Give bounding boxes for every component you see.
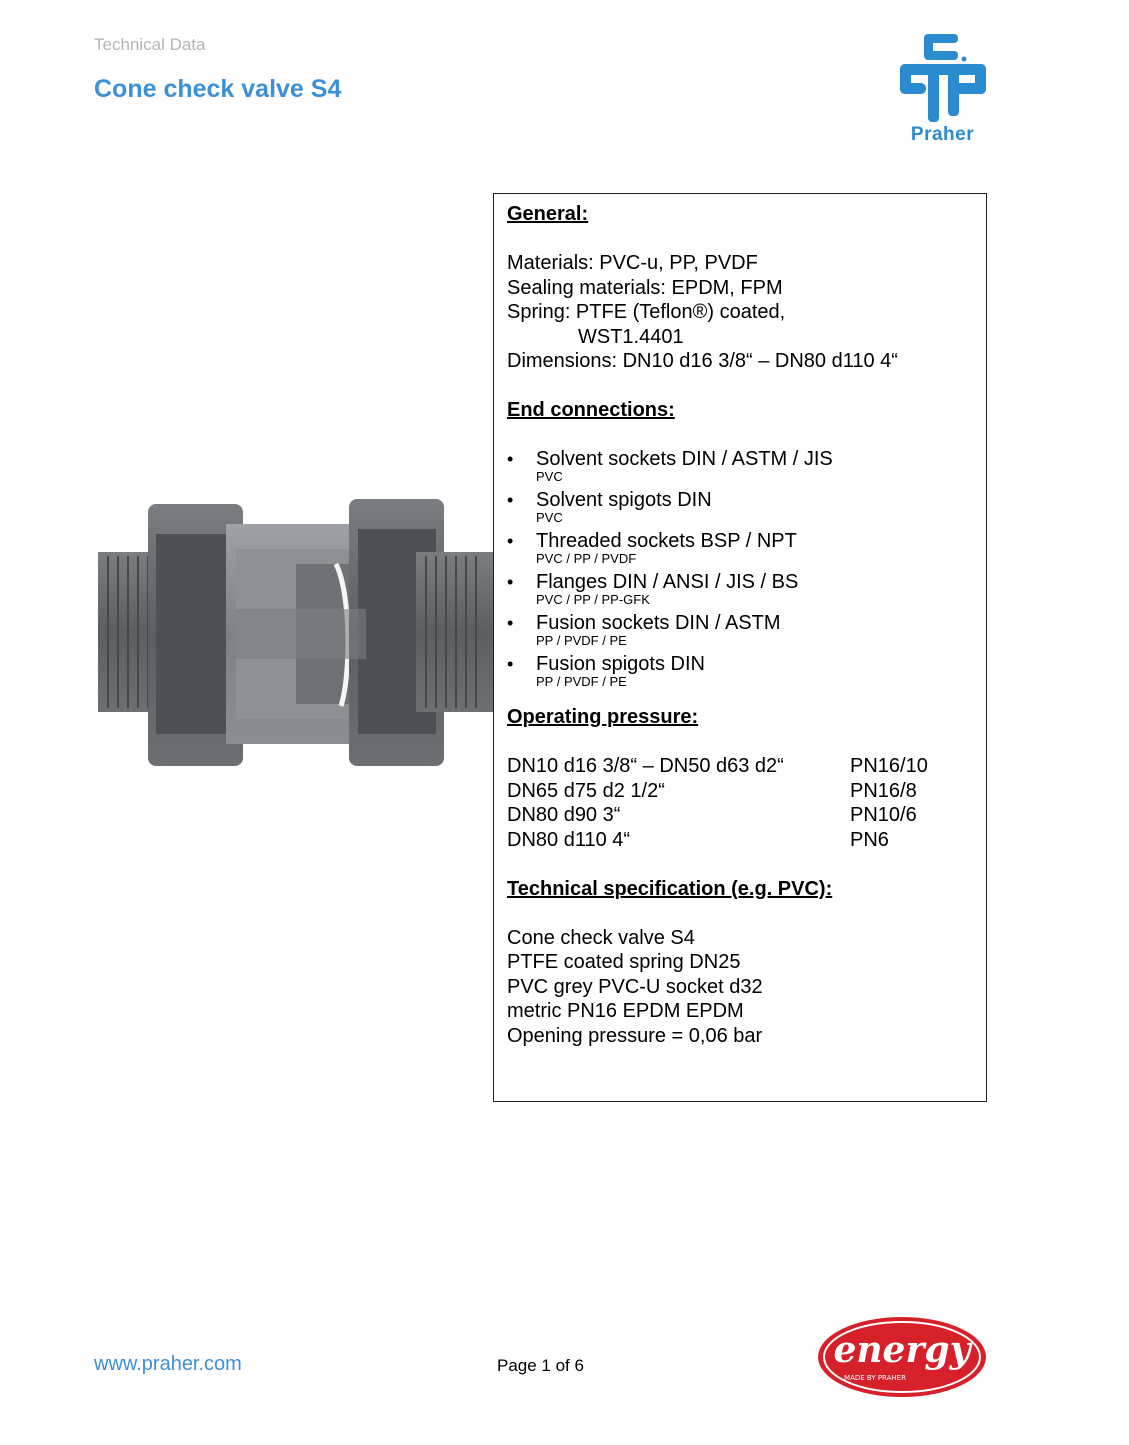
connection-label: Fusion spigots DIN: [536, 653, 705, 675]
pressure-row: [507, 828, 976, 853]
general-spring: Spring: PTFE (Teflon®) coated,: [507, 301, 786, 323]
page-title: Cone check valve S4: [94, 75, 342, 103]
list-item: • Solvent spigots DIN PVC: [507, 488, 976, 525]
website-link[interactable]: www.praher.com: [94, 1353, 242, 1375]
connection-materials: PVC / PP / PVDF: [536, 551, 637, 566]
page-number: Page 1 of 6: [497, 1356, 584, 1375]
connection-materials: PP / PVDF / PE: [536, 633, 627, 648]
general-spring-cont: WST1.4401: [578, 325, 684, 348]
pressure-rating: PN16/10: [850, 755, 928, 777]
connection-label: Flanges DIN / ANSI / JIS / BS: [536, 571, 799, 593]
connection-materials: PVC / PP / PP-GFK: [536, 592, 650, 607]
operating-pressure-heading: Operating pressure:: [507, 706, 699, 728]
tech-spec-line: Opening pressure = 0,06 bar: [507, 1024, 763, 1047]
pressure-rating: PN6: [850, 828, 889, 851]
tech-spec-line: Cone check valve S4: [507, 926, 695, 949]
end-connections-list: [507, 447, 976, 689]
general-materials: Materials: PVC-u, PP, PVDF: [507, 252, 758, 274]
connection-materials: PP / PVDF / PE: [536, 674, 627, 689]
tech-spec-heading: Technical specification (e.g. PVC):: [507, 877, 833, 900]
connection-label: Solvent sockets DIN / ASTM / JIS: [536, 448, 833, 470]
pressure-row: [507, 779, 976, 804]
pressure-row: [507, 803, 976, 828]
energy-logo-subtext: MADE BY PRAHER: [844, 1374, 906, 1382]
end-connections-heading: End connections:: [507, 399, 675, 421]
pressure-rating: PN10/6: [850, 804, 917, 826]
praher-logo-text: Praher: [910, 124, 975, 145]
document-label: Technical Data: [94, 35, 206, 54]
general-dimensions: Dimensions: DN10 d16 3/8“ – DN80 d110 4“: [507, 350, 898, 372]
general-sealing: Sealing materials: EPDM, FPM: [507, 276, 783, 299]
connection-materials: PVC: [536, 469, 563, 484]
tech-spec-line: PVC grey PVC-U socket d32: [507, 975, 763, 998]
pressure-row: [507, 754, 976, 779]
connection-label: Fusion sockets DIN / ASTM: [536, 612, 781, 634]
list-item: • Solvent sockets DIN / ASTM / JIS PVC: [507, 447, 976, 484]
pressure-rating: PN16/8: [850, 779, 917, 802]
praher-logo: [890, 32, 995, 150]
connection-materials: PVC: [536, 510, 563, 525]
energy-logo: [815, 1312, 988, 1400]
list-item: • Flanges DIN / ANSI / JIS / BS PVC / PP / PP-GFK: [507, 570, 976, 607]
pressure-size: DN80 d90 3“: [507, 804, 621, 826]
tech-spec-line: PTFE coated spring DN25: [507, 951, 741, 973]
pressure-size: DN65 d75 d2 1/2“: [507, 779, 665, 802]
pressure-size: DN80 d110 4“: [507, 828, 631, 851]
connection-label: Solvent spigots DIN: [536, 489, 712, 511]
pressure-size: DN10 d16 3/8“ – DN50 d63 d2“: [507, 755, 784, 777]
technical-info-box: [493, 193, 987, 1102]
valve-cutaway-image: [96, 494, 496, 772]
list-item: • Threaded sockets BSP / NPT PVC / PP / PVDF: [507, 529, 976, 566]
list-item: • Fusion spigots DIN PP / PVDF / PE: [507, 652, 976, 689]
list-item: • Fusion sockets DIN / ASTM PP / PVDF / PE: [507, 611, 976, 648]
general-heading: General:: [507, 203, 589, 225]
energy-logo-text: energy: [833, 1329, 971, 1371]
tech-spec-line: metric PN16 EPDM EPDM: [507, 1000, 744, 1022]
connection-label: Threaded sockets BSP / NPT: [536, 530, 797, 552]
